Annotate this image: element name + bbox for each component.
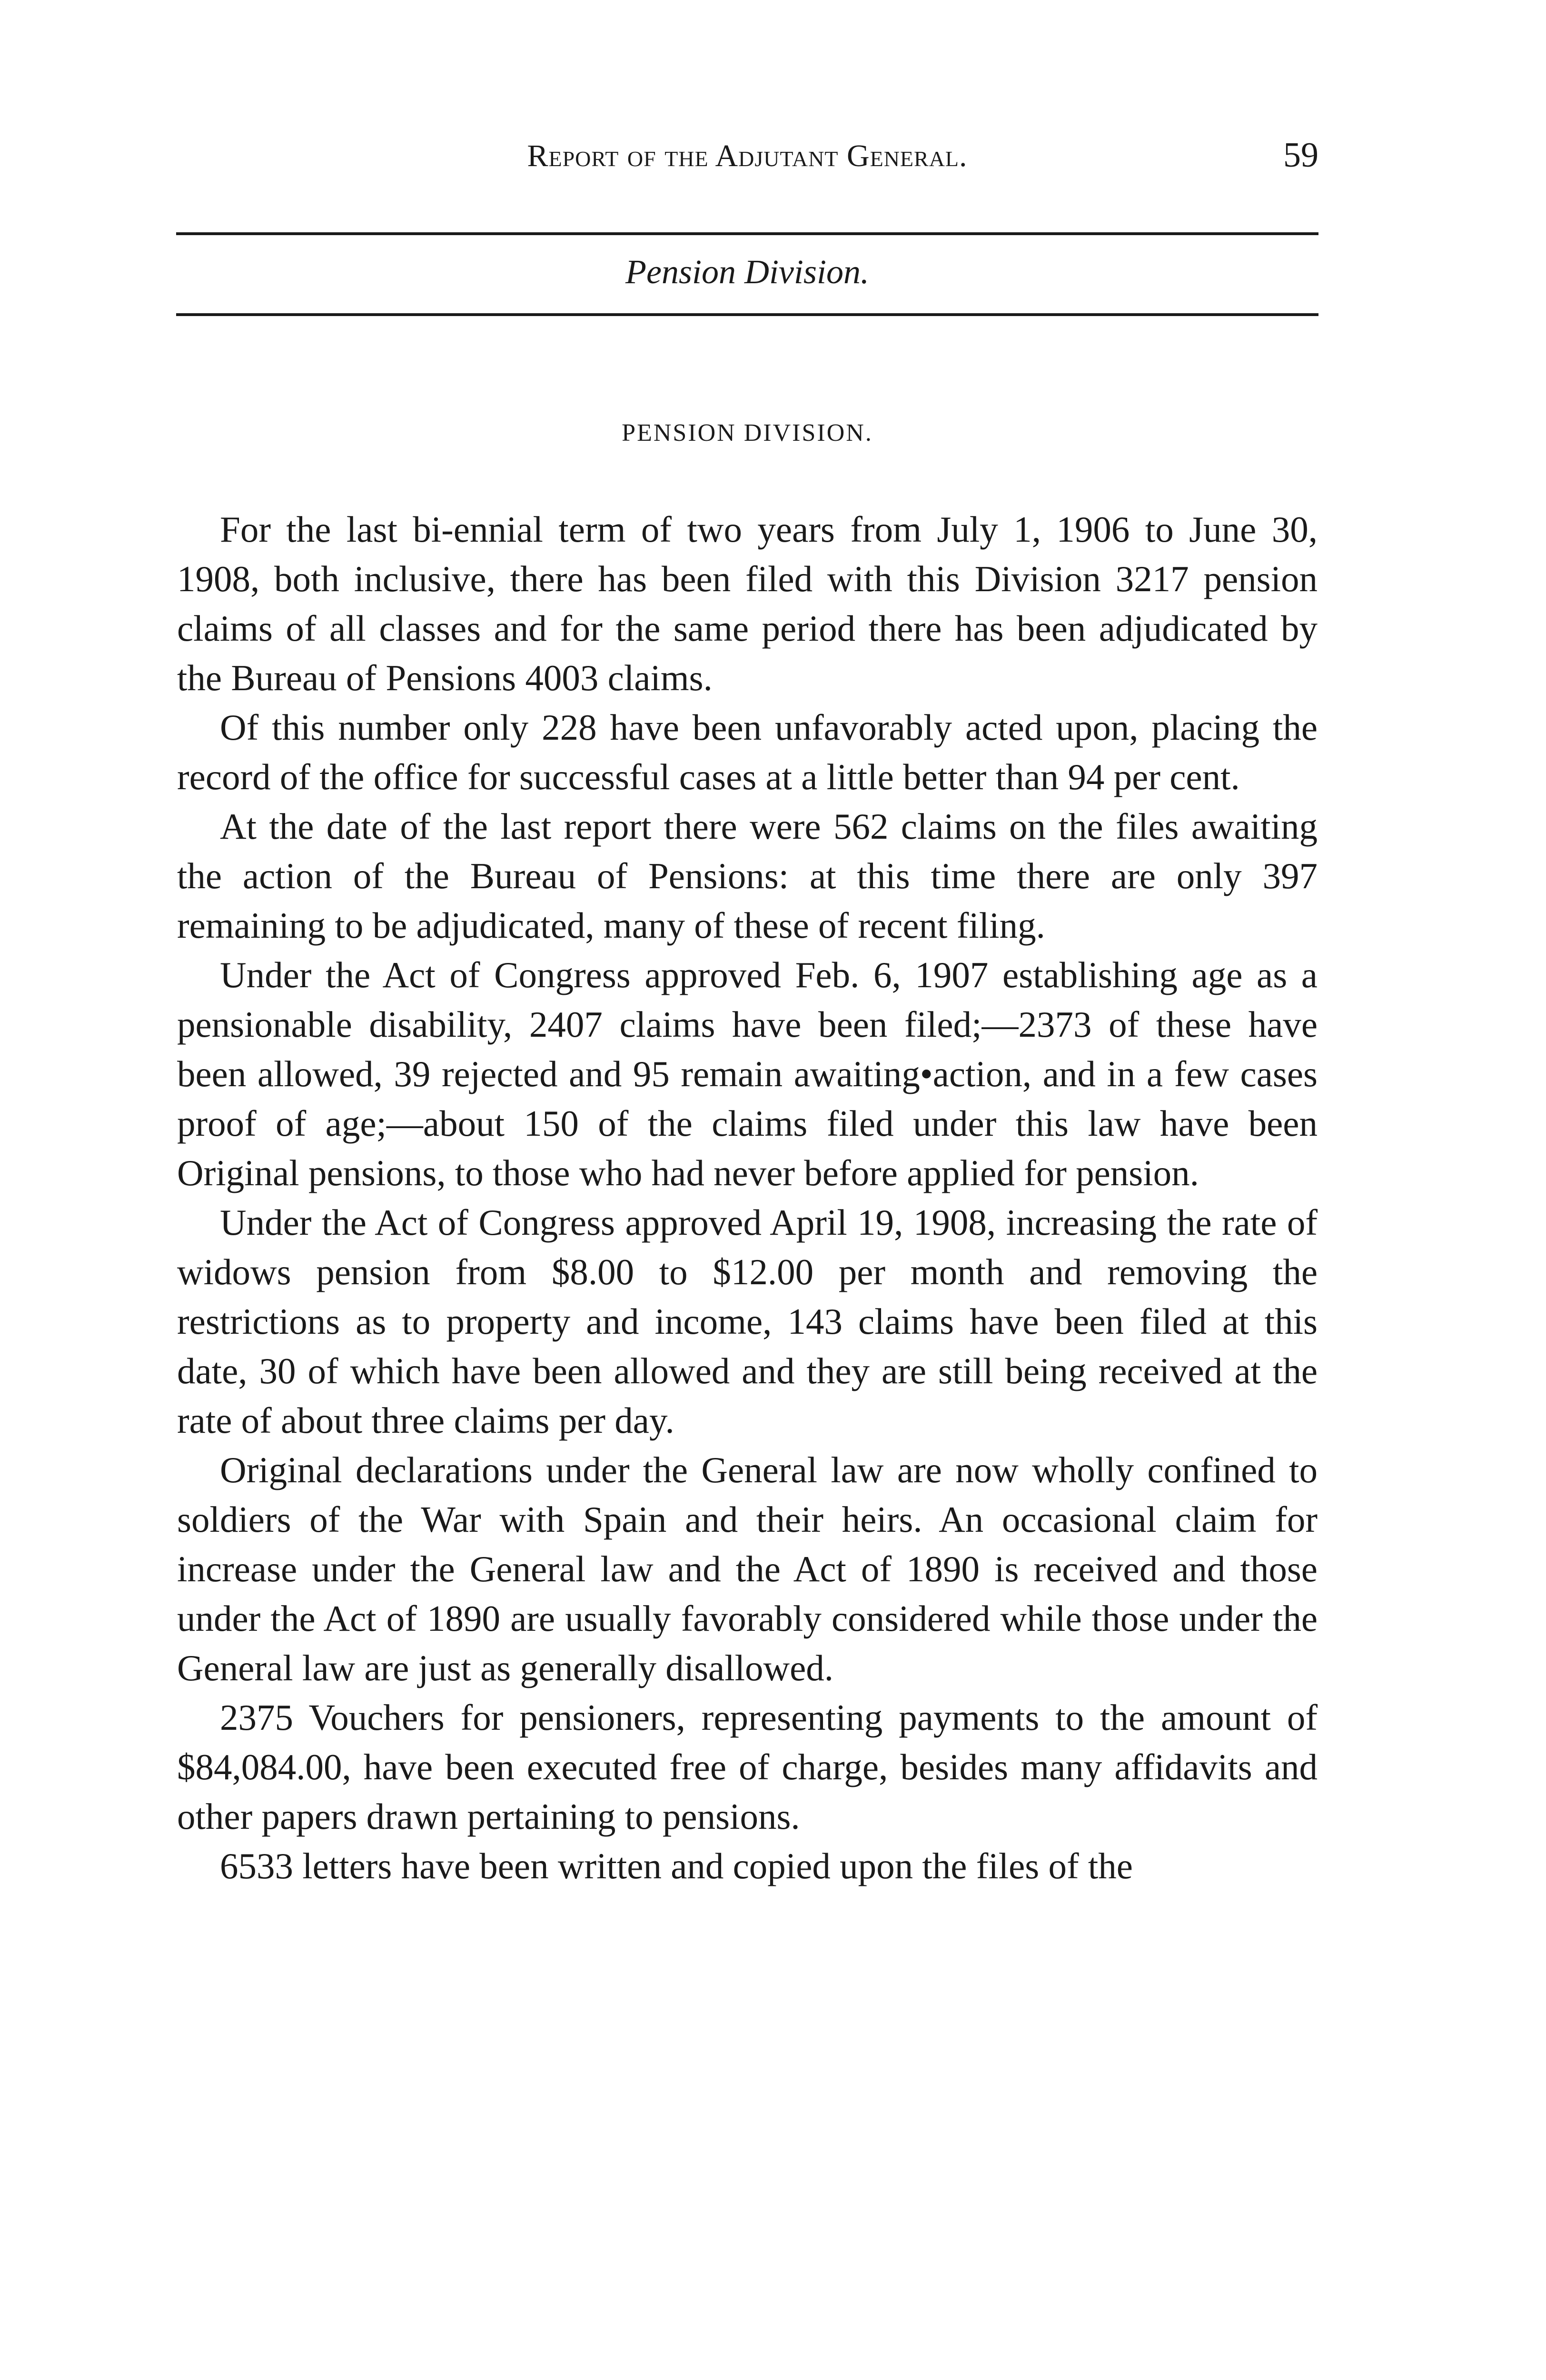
- section-subhead: Pension Division.: [625, 253, 869, 291]
- bottom-rule: [176, 313, 1318, 316]
- paragraph: For the last bi-ennial term of two years from July 1, 1906 to June 30, 1908, both inclusive, there has been filed with this Division 3217 pension claims of all classes and for the same period there has been adjudicated by the Bureau of Pensions 4003 claims.: [177, 509, 1318, 698]
- paragraph: Original declarations under the General law are now wholly confined to soldiers of the War with Spain and their heirs. An occasional claim for increase under the General law and the Act of 1890 is received and those under the Act of 1890 are usually favorably considered while those under the General law are just as generally disallowed.: [177, 1449, 1318, 1688]
- paragraph: At the date of the last report there were 562 claims on the files awaiting the action of the Bureau of Pensions: at this time there are only 397 remaining to be adjudicated, many of these of recent filing.: [177, 806, 1318, 946]
- paragraph: 2375 Vouchers for pensioners, representing payments to the amount of $84,084.00, have been executed free of charge, besides many affidavits and other papers drawn pertaining to pensions.: [177, 1697, 1318, 1837]
- section-heading: PENSION DIVISION.: [622, 419, 873, 446]
- paragraph: Under the Act of Congress approved Feb. 6, 1907 establishing age as a pensionable disability, 2407 claims have been filed;—2373 of these have been allowed, 39 rejected and 95 remain awaiting•action, and in a few cases proof of age;—about 150 of the claims filed under this law have been Original pensions, to those who had never before applied for pension.: [177, 954, 1318, 1193]
- running-head: [176, 138, 1318, 195]
- body-text: [177, 505, 1318, 1891]
- top-rule: [176, 232, 1318, 235]
- running-head-title: Report of the Adjutant General.: [527, 139, 968, 173]
- paragraph: Under the Act of Congress approved April 19, 1908, increasing the rate of widows pension from $8.00 to $12.00 per month and removing the restrictions as to property and income, 143 claims have been filed at this date, 30 of which have been allowed and they are still being received at the rate of about three claims per day.: [177, 1202, 1318, 1441]
- paragraph: Of this number only 228 have been unfavorably acted upon, placing the record of the office for successful cases at a little better than 94 per cent.: [177, 707, 1318, 797]
- paragraph: 6533 letters have been written and copied upon the files of the: [220, 1845, 1133, 1886]
- page-number: 59: [1283, 136, 1318, 175]
